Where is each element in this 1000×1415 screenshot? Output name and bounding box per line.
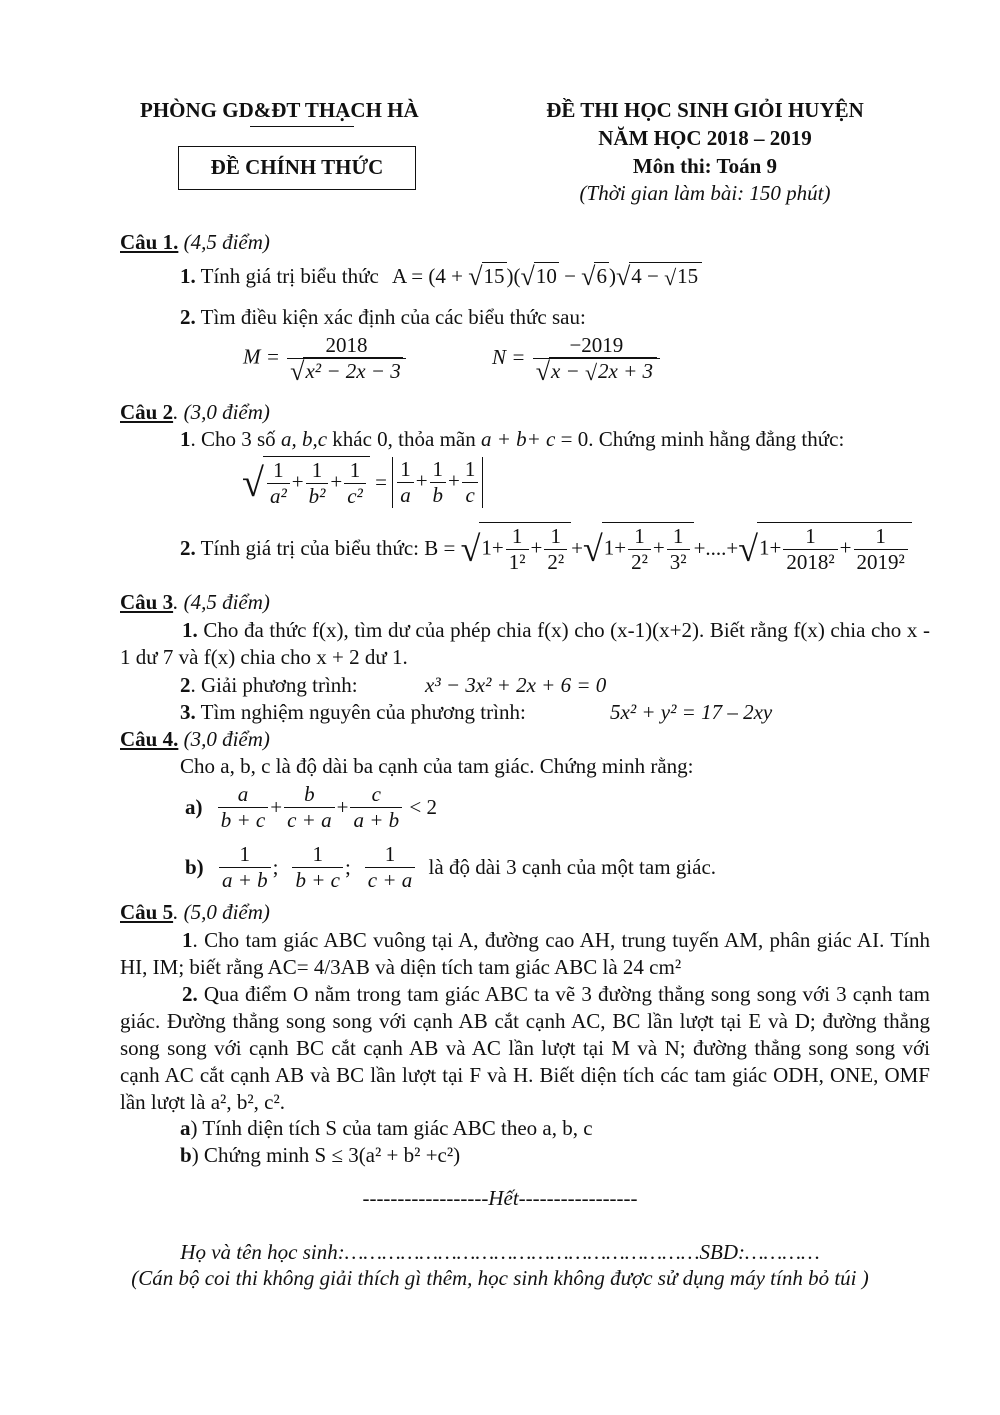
part-number: 2. [180, 305, 196, 329]
expr-term: 1+ [603, 535, 627, 560]
fraction [344, 458, 366, 509]
fraction [267, 458, 290, 509]
question-1-part-2 [180, 305, 586, 330]
numerator: 1 [672, 524, 684, 548]
denominator: b + c [292, 867, 343, 893]
numerator: 1 [349, 458, 361, 482]
question-2-heading [120, 400, 270, 425]
radicand: x − [550, 359, 585, 383]
denominator: 2018² [783, 549, 837, 575]
operator: + [652, 535, 665, 560]
fraction [219, 842, 271, 893]
part-number: 2. [180, 536, 196, 560]
part-text: Qua điểm O nằm trong tam giác ABC ta vẽ 3 đường thẳng song song với 3 cạnh tam giác. Đường thẳng song song với cạnh AB cắt cạnh AC, BC lần lượt tại E và D; đường thẳng song song với cạnh BC cắt cạnh AB và AC lần lượt tại M và N; đường thẳng song song với cạnh AC cắt cạnh AB và BC lần lượt tại F và H. Biết diện tích các tam giác ODH, ONE, OMF lần lượt là a², b², c². [120, 982, 930, 1114]
radicand-group [757, 522, 912, 575]
operator: + [530, 535, 543, 560]
integer-equation: 5x² + y² = 17 – 2xy [610, 700, 773, 724]
operator: − [558, 264, 582, 288]
expr-lhs: N = [492, 344, 531, 369]
fraction [284, 782, 335, 833]
part-text: Tìm nghiệm nguyên của phương trình: [195, 700, 526, 724]
expr-term: 4 + [435, 264, 469, 288]
question-3-title: Câu 3 [120, 590, 174, 614]
question-3-points: . (4,5 điểm) [173, 590, 270, 614]
separator: ; [272, 855, 279, 879]
radicand-group [479, 522, 571, 575]
numerator: 1 [312, 842, 323, 866]
fraction [533, 333, 660, 385]
operator: + [330, 469, 343, 494]
numerator: 1 [311, 458, 323, 482]
numerator: b [304, 782, 315, 806]
numerator: c [371, 782, 381, 806]
radicand: x² − 2x − 3 [305, 359, 401, 383]
ellipsis: +....+ [693, 536, 739, 560]
operator: + [448, 468, 460, 493]
part-label: b) [185, 855, 204, 879]
question-5-heading [120, 900, 270, 925]
numerator: 1 [550, 524, 562, 548]
denominator: √x² − 2x − 3 [287, 358, 406, 384]
question-3-part-3 [180, 700, 526, 725]
question-2-part-1 [180, 427, 844, 452]
fraction [628, 524, 651, 575]
part-text: Tính giá trị biểu thức [195, 264, 379, 288]
question-5-part-b [180, 1143, 460, 1168]
fraction [506, 524, 529, 575]
operator: + [270, 795, 283, 819]
duration: (Thời gian làm bài: 150 phút) [579, 181, 831, 205]
denominator: a + b [219, 867, 271, 893]
part-text: Tìm điều kiện xác định của các biểu thức sau: [195, 305, 586, 329]
official-label: ĐỀ CHÍNH THỨC [178, 146, 416, 190]
end-marker: ------------------Hết----------------- [362, 1186, 638, 1210]
denominator: a² [267, 483, 290, 509]
denominator: a + b [350, 807, 402, 833]
fraction [667, 524, 690, 575]
school-year: NĂM HỌC 2018 – 2019 [598, 126, 812, 150]
fraction [287, 333, 406, 384]
identity-equation: √ $\frac{1}{\text{a²}}$ + $\frac{1}{\text{b²}}$ + $\frac{1}{\text{c²}}$ = $\frac{1}{a}$ + $\frac{1}{b}$ + $\frac{1}{c}$ [242, 456, 483, 509]
fraction [783, 524, 837, 575]
fraction [350, 782, 402, 833]
radicand: 6 [596, 264, 607, 288]
part-text: . Cho tam giác ABC vuông tại A, đường cao AH, trung tuyến AM, phân giác AI. Tính HI, IM; biết rằng AC= 4/3AB và diện tích tam giác ABC là 24 cm² [120, 928, 930, 979]
denominator: 2² [628, 549, 651, 575]
question-3-part-2 [180, 673, 358, 698]
question-1-heading [120, 230, 270, 255]
question-1-points: (4,5 điểm) [178, 230, 270, 254]
operator: = [375, 470, 387, 494]
part-number: 2 [180, 673, 191, 697]
fraction [397, 457, 414, 508]
question-4-part-a [185, 782, 437, 833]
denominator: 2² [544, 549, 567, 575]
part-number: 1 [182, 928, 193, 952]
denominator: a [397, 482, 414, 508]
question-5-points: . (5,0 điểm) [173, 900, 270, 924]
expr-term: 1+ [481, 535, 504, 560]
radicand: 10 [535, 264, 557, 288]
denominator: c [462, 482, 479, 508]
cubic-equation: x³ − 3x² + 2x + 6 = 0 [425, 673, 607, 697]
expression-a: A = (4 + √15)(√10 − √6)√4 − √15 [392, 264, 702, 288]
numerator: 1 [634, 524, 645, 548]
part-text: Cho đa thức f(x), tìm dư của phép chia f(x) cho (x-1)(x+2). Biết rằng f(x) chia cho x - 1 dư 7 và f(x) chia cho x + 2 dư 1. [120, 618, 930, 669]
numerator: 1 [432, 457, 444, 481]
question-4-part-b [185, 842, 716, 893]
part-text: khác 0, thỏa mãn [327, 427, 481, 451]
part-text: ) Tính diện tích S của tam giác ABC theo a, b, c [190, 1116, 593, 1140]
part-text: . Giải phương trình: [190, 673, 358, 697]
numerator: 1 [273, 458, 284, 482]
numerator: 1 [239, 842, 251, 866]
numerator: a [237, 782, 249, 806]
question-2-points: . (3,0 điểm) [173, 400, 270, 424]
denominator: √x − √2x + 3 [533, 358, 660, 385]
numerator: 1 [875, 524, 886, 548]
part-text: = 0. Chứng minh hằng đẳng thức: [555, 427, 845, 451]
inequality-rhs: < 2 [404, 795, 437, 819]
denominator: b + c [218, 807, 269, 833]
question-1-part-1 [180, 262, 702, 292]
expr-lhs: A = [392, 264, 429, 288]
radicand-group [602, 522, 694, 575]
part-text: Tính giá trị của biểu thức: B = [195, 536, 456, 560]
operator: + [336, 795, 349, 819]
condition: a + b+ c [480, 427, 556, 451]
proctor-note: (Cán bộ coi thi không giải thích gì thêm, học sinh không được sử dụng máy tính bỏ túi ) [131, 1266, 869, 1290]
part-number: 1. [180, 264, 196, 288]
operator: + [571, 536, 584, 560]
expr-term: 1+ [759, 535, 782, 560]
fraction [430, 457, 447, 508]
denominator: c + a [365, 867, 416, 893]
department-name: PHÒNG GD&ĐT THẠCH HÀ [140, 98, 419, 122]
separator: ; [344, 855, 351, 879]
denominator: b [430, 482, 447, 508]
part-label: a) [185, 795, 203, 819]
part-text: ) Chứng minh S ≤ 3(a² + b² +c²) [191, 1143, 461, 1167]
expr-lhs: M = [243, 344, 286, 369]
denominator: c² [344, 483, 366, 509]
radicand: 15 [483, 264, 505, 288]
question-2-part-2: 2. Tính giá trị của biểu thức: B = √1+ $\frac{1}{\text{1²}}$ + $\frac{1}{\text{2²}}$ +√1+ $\frac{1}{\text{2²}}$ + $\frac{1}{\text{3²}}$ +....+√1+ $\frac{1}{\text{2018²}}$ + $\frac{1}{\text{2019²}}$ [180, 522, 912, 575]
fraction [306, 458, 329, 509]
fraction [462, 457, 479, 508]
header-underline [250, 126, 354, 127]
question-5-title: Câu 5 [120, 900, 174, 924]
numerator: 1 [384, 842, 396, 866]
operator: + [291, 469, 304, 494]
part-number: 1 [180, 427, 191, 451]
question-5-part-1 [120, 927, 930, 981]
fraction [544, 524, 567, 575]
radicand: 2x + 3 [598, 359, 654, 383]
absolute-value [392, 457, 483, 508]
denominator: b² [306, 483, 329, 509]
question-1-title: Câu 1. [120, 230, 179, 254]
radicand: 15 [677, 264, 699, 288]
operator: + [839, 535, 852, 560]
question-3-heading [120, 590, 270, 615]
part-label: a [180, 1116, 191, 1140]
exam-title: ĐỀ THI HỌC SINH GIỎI HUYỆN [546, 98, 864, 122]
operator: + [415, 468, 428, 493]
part-number: 1. [182, 618, 198, 642]
part-text: là độ dài 3 cạnh của một tam giác. [423, 855, 717, 879]
numerator: 1 [400, 457, 411, 481]
question-5-part-2 [120, 981, 930, 1116]
denominator: 3² [667, 549, 690, 575]
question-4-intro: Cho a, b, c là độ dài ba cạnh của tam giác. Chứng minh rằng: [180, 754, 694, 778]
denominator: 1² [506, 549, 529, 575]
student-info-line: Họ và tên học sinh:…………………………………………………SBD:………… [180, 1240, 820, 1264]
numerator: −2019 [569, 333, 624, 357]
fraction [854, 524, 908, 575]
numerator: 2018 [325, 333, 368, 357]
numerator: 1 [805, 524, 816, 548]
radicand-group: 4 − √15 [629, 262, 702, 288]
expression-m [243, 333, 408, 384]
question-4-points: (3,0 điểm) [178, 727, 270, 751]
part-number: 2. [182, 982, 198, 1006]
denominator: 2019² [854, 549, 908, 575]
question-3-part-1 [120, 617, 930, 671]
numerator: 1 [464, 457, 476, 481]
question-4-title: Câu 4. [120, 727, 179, 751]
numerator: 1 [511, 524, 523, 548]
question-4-heading [120, 727, 270, 752]
question-2-title: Câu 2 [120, 400, 174, 424]
question-5-part-a [180, 1116, 593, 1141]
part-label: b [180, 1143, 192, 1167]
expression-n [492, 333, 662, 385]
fraction [365, 842, 416, 893]
subject: Môn thi: Toán 9 [632, 154, 778, 178]
expr-term: 4 − [631, 264, 665, 288]
fraction [218, 782, 269, 833]
part-number: 3. [180, 700, 196, 724]
radicand-group [263, 456, 370, 509]
denominator: c + a [284, 807, 335, 833]
fraction [292, 842, 343, 893]
part-text: . Cho 3 số [190, 427, 281, 451]
variables: a, b,c [280, 427, 328, 451]
